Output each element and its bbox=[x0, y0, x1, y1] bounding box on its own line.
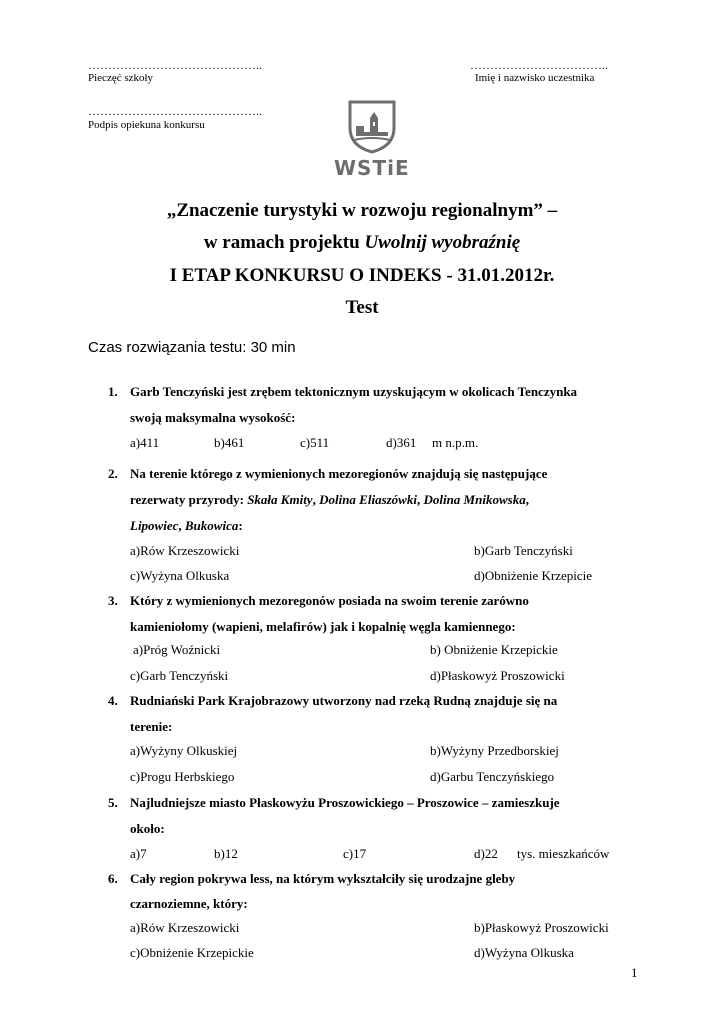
answer-option[interactable]: d)361 bbox=[386, 435, 417, 450]
reserve-name: Dolina Eliaszówki bbox=[319, 492, 417, 507]
student-dotted-line: …………………………….. bbox=[470, 58, 608, 72]
school-stamp-label: Pieczęć szkoły bbox=[88, 72, 154, 84]
title-project-prefix: w ramach projektu bbox=[203, 232, 365, 253]
answer-option[interactable]: c)Obniżenie Krzepickie bbox=[130, 945, 254, 960]
question-number: 6. bbox=[108, 871, 118, 886]
answer-option[interactable]: a)Wyżyny Olkuskiej bbox=[130, 743, 238, 758]
question-number: 2. bbox=[108, 466, 118, 481]
answer-option[interactable]: b)Płaskowyż Proszowicki bbox=[474, 920, 609, 935]
answer-option[interactable]: d)22 bbox=[474, 846, 498, 861]
answer-option[interactable]: b)Garb Tenczyński bbox=[474, 543, 573, 558]
castle-shield-icon bbox=[340, 96, 404, 156]
answer-option[interactable]: a)7 bbox=[130, 846, 147, 861]
question-text-part: : bbox=[238, 518, 243, 533]
question-text: kamieniołomy (wapieni, melafirów) jak i kopalnię węgla kamiennego: bbox=[130, 619, 516, 634]
answer-option[interactable]: c)17 bbox=[343, 846, 367, 861]
question-text: czarnoziemne, który: bbox=[130, 896, 248, 911]
answer-option[interactable]: d)Wyżyna Olkuska bbox=[474, 945, 574, 960]
answer-option[interactable]: c)Garb Tenczyński bbox=[130, 668, 229, 683]
question-text: Rudniański Park Krajobrazowy utworzony nad rzeką Rudną znajduje się na bbox=[130, 693, 558, 708]
answer-option[interactable]: a)Rów Krzeszowicki bbox=[130, 543, 240, 558]
question-text-part: , bbox=[312, 492, 320, 507]
answer-option[interactable]: b) Obniżenie Krzepickie bbox=[430, 642, 558, 657]
title-line-4: Test bbox=[345, 297, 379, 318]
title-project-name: Uwolnij wyobraźnię bbox=[364, 232, 521, 253]
question-text bbox=[130, 492, 529, 508]
reserve-name: Bukowica bbox=[184, 518, 239, 533]
question-text-part: , bbox=[525, 492, 529, 507]
answer-option[interactable]: c)Progu Herbskiego bbox=[130, 769, 235, 784]
reserve-name: Skała Kmity bbox=[247, 492, 313, 507]
question-text-part: , bbox=[416, 492, 424, 507]
question-text: Cały region pokrywa less, na którym wykształciły się urodzajne gleby bbox=[130, 871, 516, 886]
question-number: 1. bbox=[108, 384, 118, 399]
page-number: 1 bbox=[631, 965, 638, 980]
title-line-1: „Znaczenie turystyki w rozwoju regionalnym” – bbox=[166, 200, 558, 221]
question-text: terenie: bbox=[130, 719, 173, 734]
title-line-3: I ETAP KONKURSU O INDEKS - 31.01.2012r. bbox=[169, 265, 555, 286]
answer-option[interactable]: d)Garbu Tenczyńskiego bbox=[430, 769, 555, 784]
answer-option[interactable]: b)Wyżyny Przedborskiej bbox=[430, 743, 559, 758]
question-number: 4. bbox=[108, 693, 118, 708]
supervisor-dotted-line: …………………………………….. bbox=[88, 104, 262, 118]
supervisor-signature-label: Podpis opiekuna konkursu bbox=[88, 119, 205, 131]
reserve-name: Dolina Mnikowska bbox=[423, 492, 526, 507]
stamp-dotted-line: …………………………………….. bbox=[88, 58, 262, 72]
question-text: Najludniejsze miasto Płaskowyżu Proszowickiego – Proszowice – zamieszkuje bbox=[130, 795, 560, 810]
reserve-name: Lipowiec bbox=[130, 518, 179, 533]
question-text: około: bbox=[130, 821, 165, 836]
answer-option[interactable]: a)Próg Woźnicki bbox=[133, 642, 221, 657]
answer-unit: m n.p.m. bbox=[432, 435, 479, 450]
wstie-logo bbox=[334, 96, 410, 182]
question-text bbox=[130, 518, 243, 534]
time-note: Czas rozwiązania testu: 30 min bbox=[88, 339, 296, 356]
answer-option[interactable]: b)12 bbox=[214, 846, 238, 861]
answer-option[interactable]: a)411 bbox=[130, 435, 160, 450]
question-text: Na terenie którego z wymienionych mezoregionów znajdują się następujące bbox=[130, 466, 548, 481]
answer-option[interactable]: d)Płaskowyż Proszowicki bbox=[430, 668, 565, 683]
logo-text: WSTiE bbox=[334, 156, 410, 180]
question-text: swoją maksymalna wysokość: bbox=[130, 410, 296, 425]
answer-option[interactable]: a)Rów Krzeszowicki bbox=[130, 920, 240, 935]
answer-option[interactable]: c)511 bbox=[300, 435, 330, 450]
question-number: 5. bbox=[108, 795, 118, 810]
question-text-part: rezerwaty przyrody: bbox=[130, 492, 248, 507]
answer-option[interactable]: d)Obniżenie Krzepicie bbox=[474, 568, 593, 583]
question-number: 3. bbox=[108, 593, 118, 608]
answer-option[interactable]: c)Wyżyna Olkuska bbox=[130, 568, 230, 583]
title-line-2 bbox=[0, 232, 724, 254]
student-name-label: Imię i nazwisko uczestnika bbox=[475, 72, 595, 84]
question-text: Garb Tenczyński jest zrębem tektonicznym uzyskującym w okolicach Tenczynka bbox=[130, 384, 578, 399]
answer-option[interactable]: b)461 bbox=[214, 435, 245, 450]
question-text-part: , bbox=[178, 518, 185, 533]
answer-unit: tys. mieszkańców bbox=[517, 846, 610, 861]
question-text: Który z wymienionych mezoregonów posiada na swoim terenie zarówno bbox=[130, 593, 529, 608]
